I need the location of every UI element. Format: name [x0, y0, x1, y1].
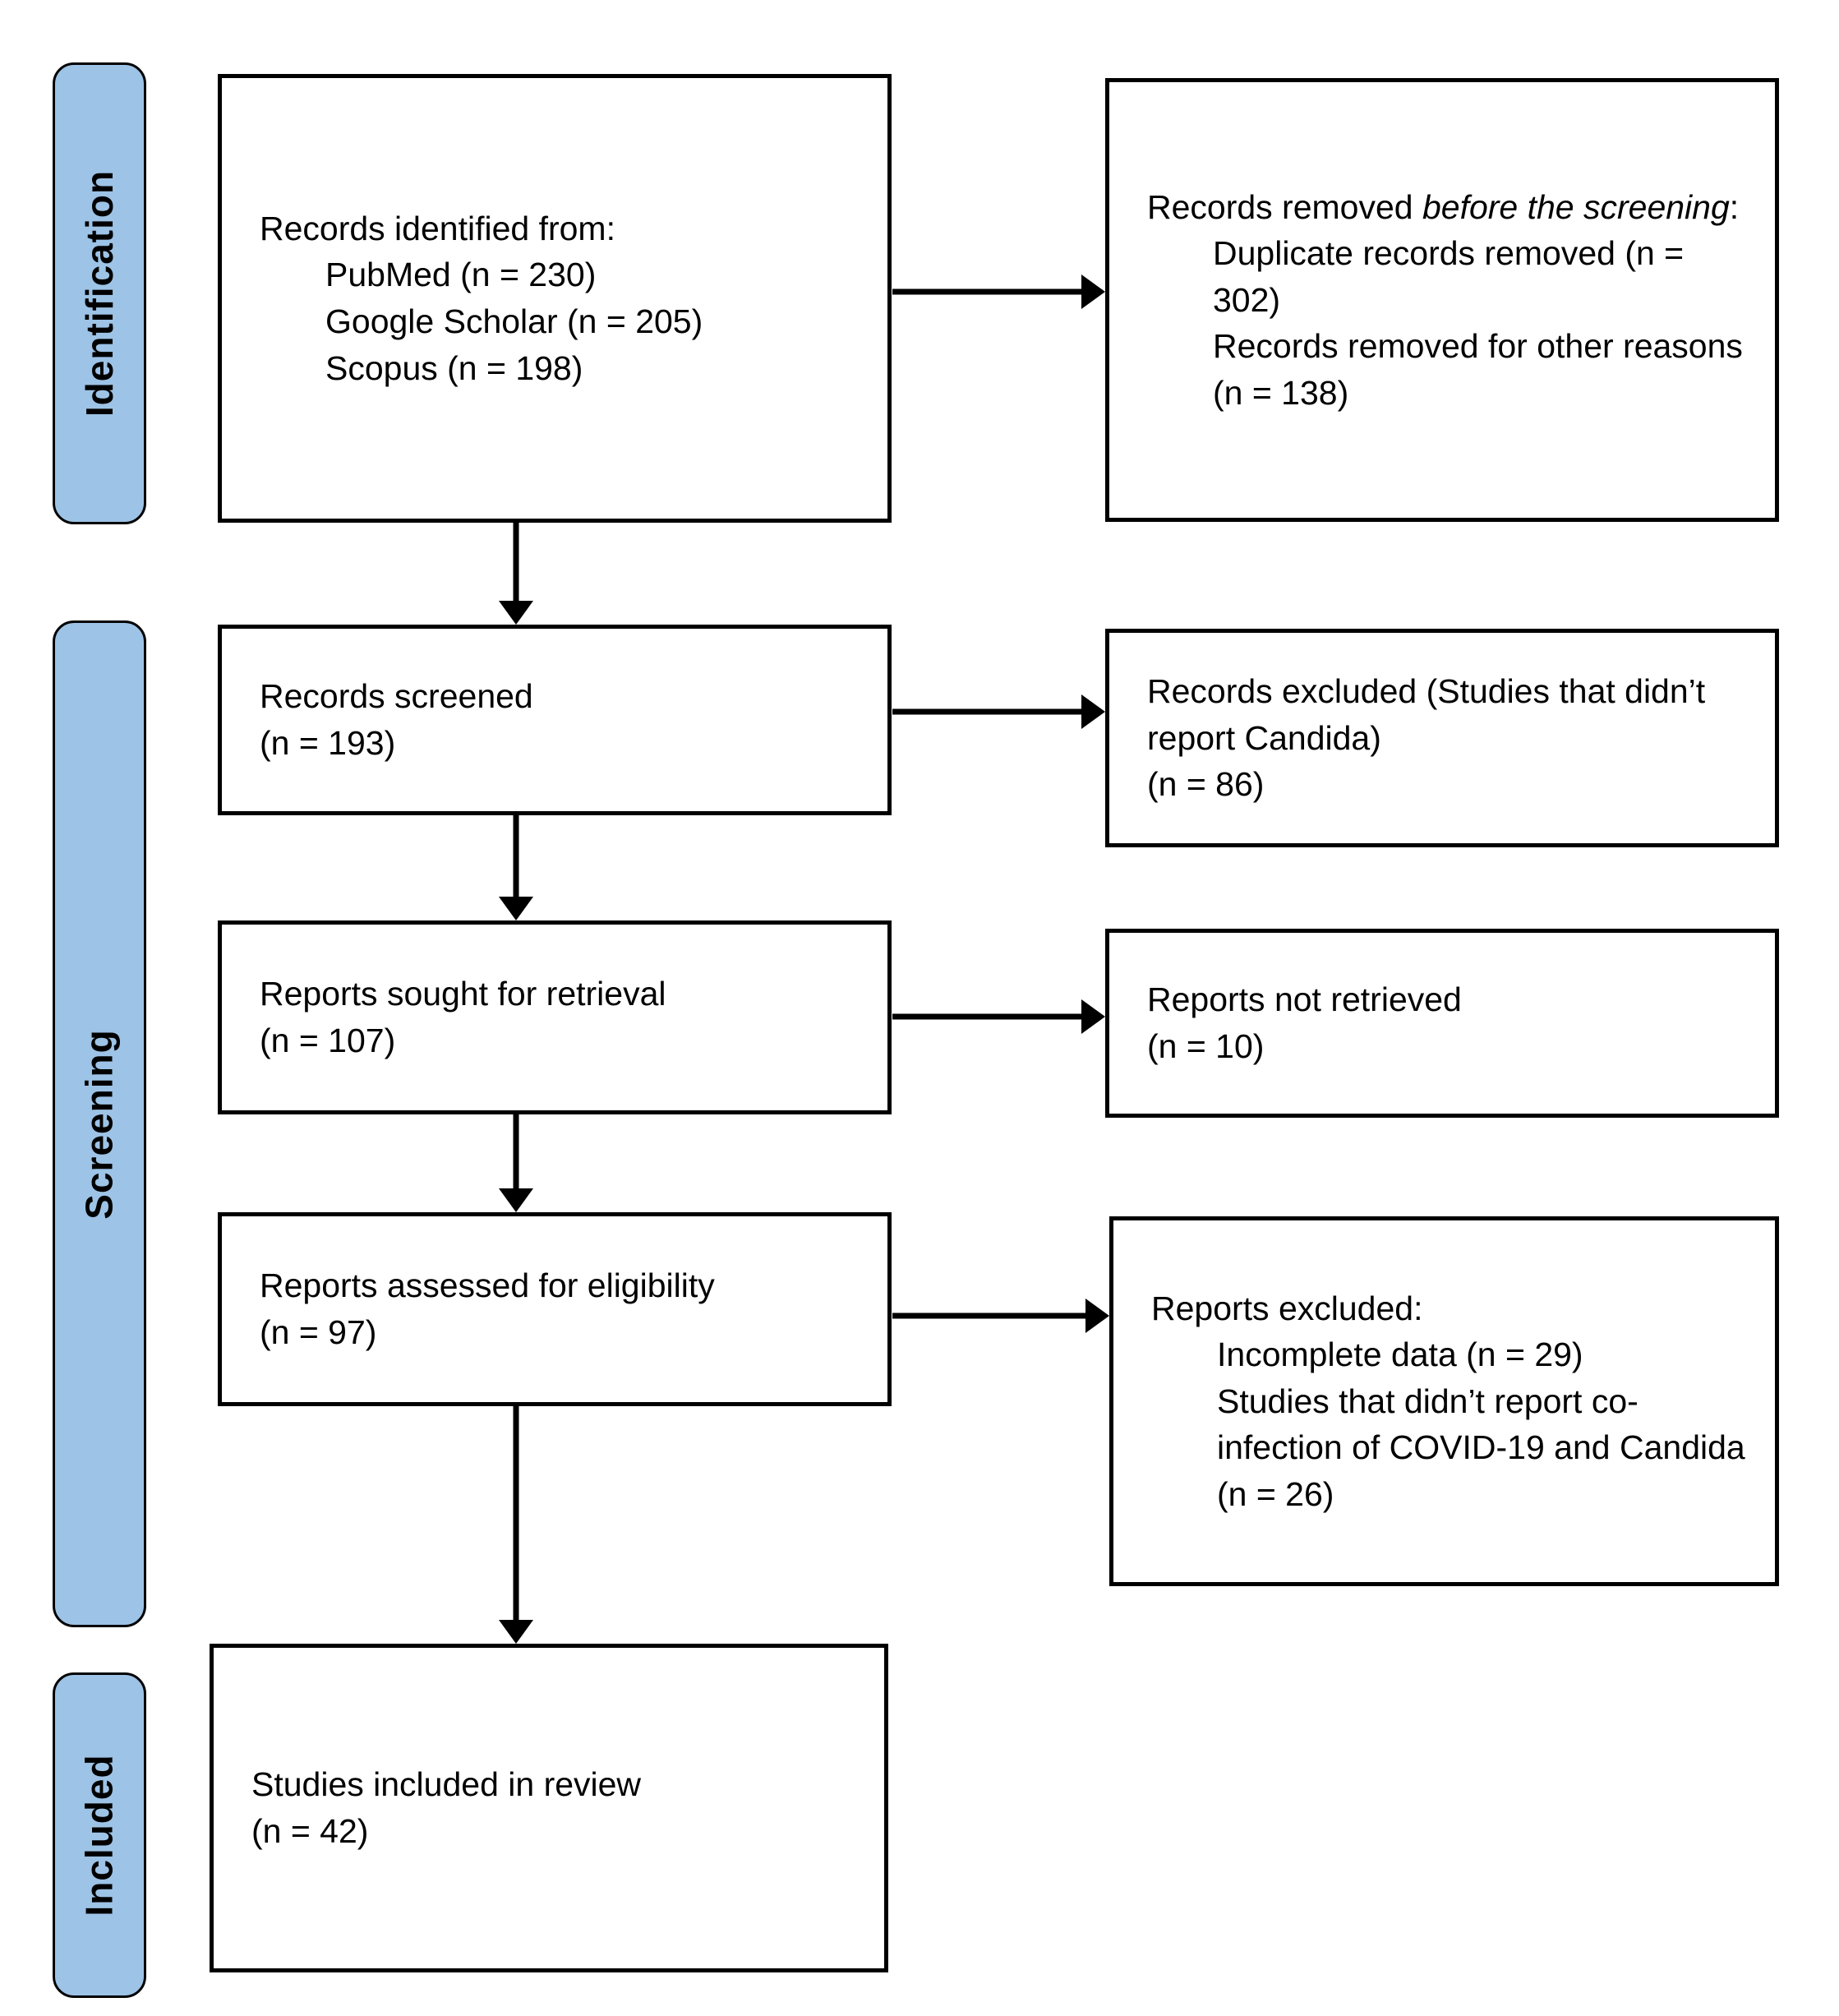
box-records-removed: [1105, 78, 1779, 522]
records-screened-line2: (n = 193): [260, 724, 396, 762]
arrow-shaft: [514, 815, 519, 897]
arrow-right-screened-to-excluded: [892, 694, 1105, 729]
records-identified-item: Google Scholar (n = 205): [325, 302, 703, 340]
reports-excluded-item: Studies that didn’t report co-infection of COVID-19 and Candida (n = 26): [1217, 1382, 1745, 1513]
stage-included: [53, 1672, 146, 1998]
studies-included-line2: (n = 42): [251, 1812, 369, 1850]
arrow-right-identified-to-removed: [892, 274, 1105, 309]
arrow-shaft: [892, 709, 1081, 715]
reports-assessed-line1: Reports assessed for eligibility: [260, 1266, 715, 1305]
arrow-right-sought-to-not-retrieved: [892, 999, 1105, 1034]
arrow-head-icon: [499, 897, 533, 920]
reports-not-retrieved-line2: (n = 10): [1147, 1027, 1265, 1065]
reports-assessed-line2: (n = 97): [260, 1313, 377, 1351]
stage-screening-label: Screening: [78, 1028, 122, 1220]
records-identified-title: Records identified from:: [260, 209, 615, 247]
box-studies-included: [210, 1644, 888, 1972]
records-excluded-line1: Records excluded (Studies that didn’t report Candida): [1147, 672, 1706, 757]
arrow-head-icon: [1081, 274, 1105, 309]
box-reports-not-retrieved: [1105, 929, 1779, 1118]
reports-not-retrieved-line1: Reports not retrieved: [1147, 980, 1462, 1019]
arrow-head-icon: [499, 1620, 533, 1644]
arrow-head-icon: [499, 601, 533, 625]
box-reports-sought: [218, 920, 892, 1114]
stage-identification-label: Identification: [78, 169, 122, 418]
records-identified-item: PubMed (n = 230): [325, 256, 597, 294]
arrow-right-assessed-to-excluded: [892, 1299, 1109, 1333]
box-records-excluded: [1105, 629, 1779, 847]
box-reports-assessed: [218, 1212, 892, 1406]
stage-screening: [53, 620, 146, 1627]
records-screened-line1: Records screened: [260, 677, 533, 716]
records-removed-title-pre: Records removed: [1147, 187, 1422, 226]
stage-identification: [53, 62, 146, 524]
box-records-identified: [218, 74, 892, 523]
arrow-head-icon: [1081, 999, 1105, 1034]
reports-excluded-item: Incomplete data (n = 29): [1217, 1336, 1583, 1374]
records-excluded-line2: (n = 86): [1147, 765, 1265, 804]
arrow-shaft: [514, 523, 519, 602]
reports-excluded-title: Reports excluded:: [1151, 1289, 1423, 1327]
arrow-down-screened-to-sought: [499, 815, 533, 920]
arrow-head-icon: [1085, 1299, 1109, 1333]
records-removed-title: [1147, 184, 1747, 231]
box-reports-excluded: [1109, 1216, 1779, 1586]
records-removed-item: Duplicate records removed (n = 302): [1213, 234, 1685, 319]
arrow-down-sought-to-assessed: [499, 1114, 533, 1212]
arrow-shaft: [514, 1114, 519, 1189]
arrow-shaft: [892, 1313, 1085, 1319]
records-removed-title-italic: before the screening: [1422, 187, 1730, 226]
records-removed-item: Records removed for other reasons (n = 138): [1213, 327, 1743, 412]
box-records-screened: [218, 625, 892, 815]
arrow-shaft: [514, 1406, 519, 1621]
arrow-shaft: [892, 1014, 1081, 1020]
stage-included-label: Included: [78, 1754, 121, 1917]
studies-included-line1: Studies included in review: [251, 1765, 642, 1804]
arrow-shaft: [892, 289, 1081, 295]
arrow-head-icon: [1081, 694, 1105, 729]
arrow-head-icon: [499, 1188, 533, 1212]
records-identified-item: Scopus (n = 198): [325, 348, 583, 387]
reports-sought-line2: (n = 107): [260, 1022, 396, 1059]
arrow-down-assessed-to-included: [499, 1406, 533, 1644]
arrow-down-identified-to-screened: [499, 523, 533, 625]
reports-sought-line1: Reports sought for retrieval: [260, 975, 666, 1013]
records-removed-title-post: :: [1729, 187, 1740, 226]
